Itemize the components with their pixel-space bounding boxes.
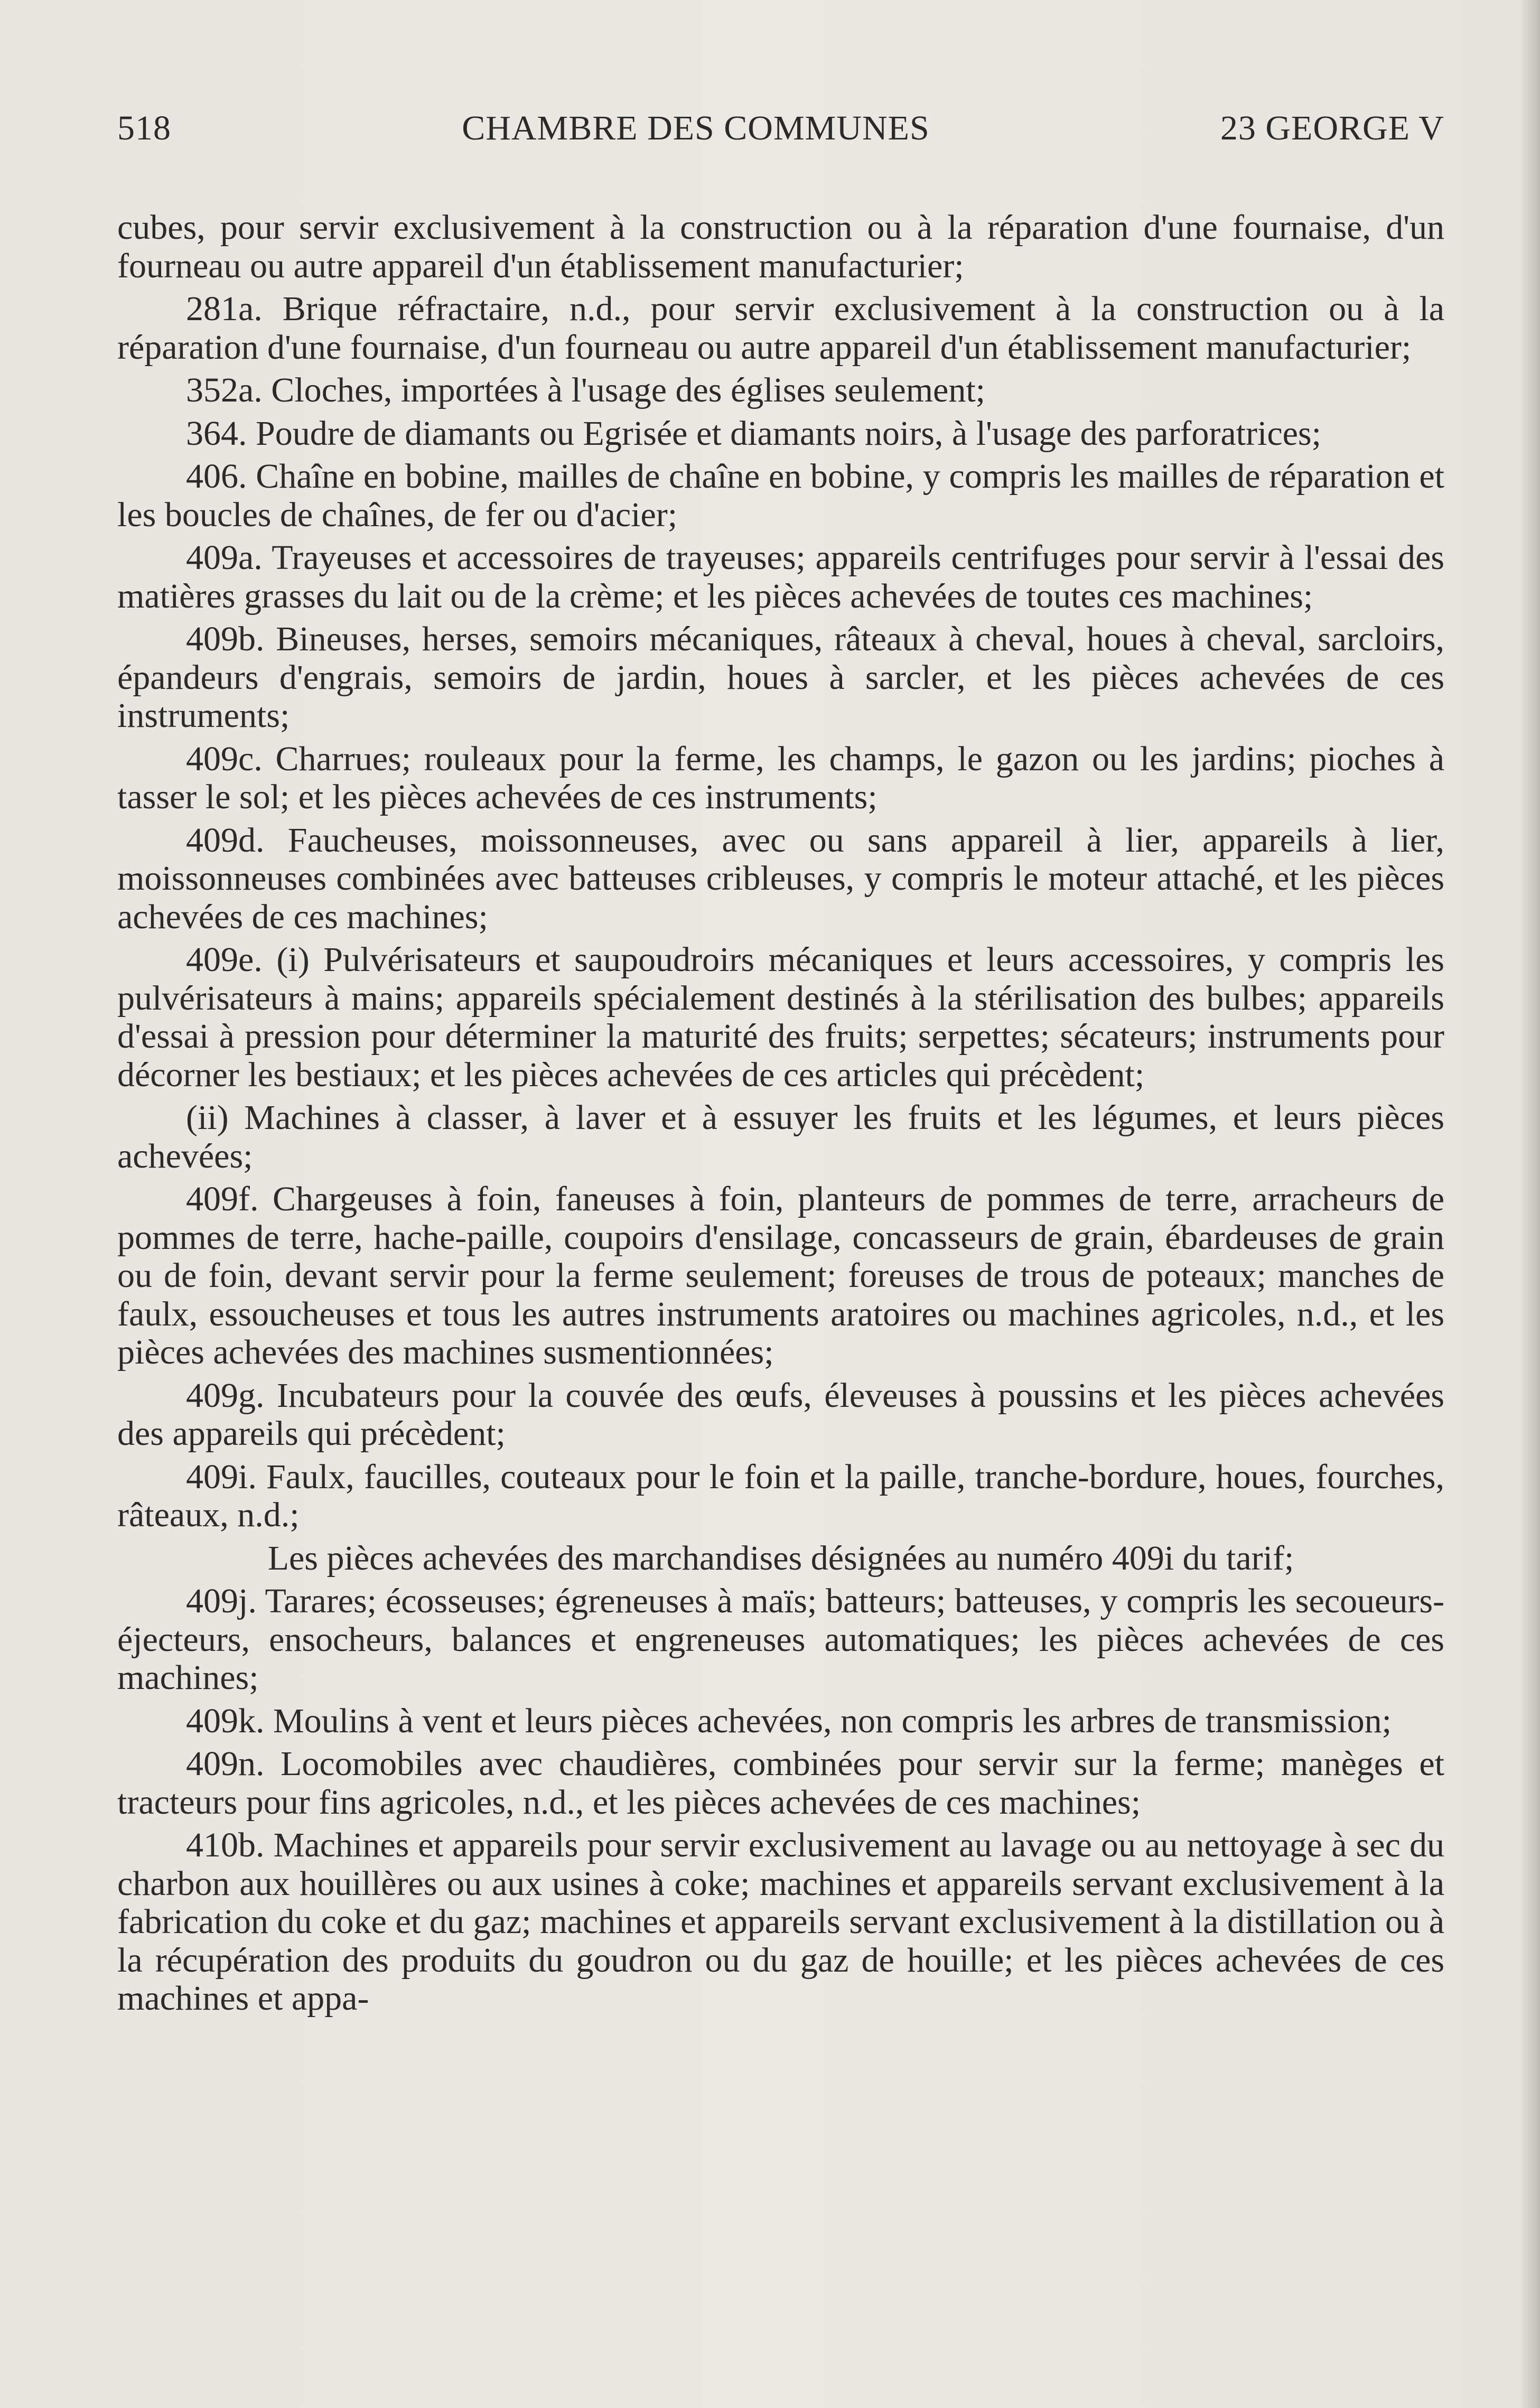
document-body [117,209,1444,2023]
paragraph: 409g. Incubateurs pour la couvée des œufs, éleveuses à poussins et les pièces achevées des appareils qui précèdent; [117,1376,1444,1453]
paragraph: 410b. Machines et appareils pour servir exclusivement au lavage ou au nettoyage à sec du charbon aux houillères ou aux usines à coke; machines et appareils servant exclusivement à la fabrication du coke et du gaz; machines et appareils servant exclusivement à la distillation ou à la récupération des produits du goudron ou du gaz de houille; et les pièces achevées de ces machines et appa- [117,1826,1444,2018]
paragraph: 409k. Moulins à vent et leurs pièces achevées, non compris les arbres de transmission; [186,1701,1392,1740]
paragraph: cubes, pour servir exclusivement à la construction ou à la réparation d'une fournaise, d'un fourneau ou autre appareil d'un établissement manufacturier; [117,208,1444,285]
paragraph: 364. Poudre de diamants ou Egrisée et diamants noirs, à l'usage des parforatrices; [186,414,1321,453]
page-edge-shadow [1519,0,1540,2408]
centered-line: Les pièces achevées des marchandises désignées au numéro 409i du tarif; [267,1538,1294,1578]
header-title: CHAMBRE DES COMMUNES [462,109,930,147]
paragraph: 409n. Locomobiles avec chaudières, combinées pour servir sur la ferme; manèges et tracteurs pour fins agricoles, n.d., et les pièces achevées de ces machines; [117,1744,1444,1822]
paragraph: 409c. Charrues; rouleaux pour la ferme, les champs, le gazon ou les jardins; pioches à tasser le sol; et les pièces achevées de ces instruments; [117,739,1444,816]
paragraph: 409a. Trayeuses et accessoires de trayeuses; appareils centrifuges pour servir à l'essai des matières grasses du lait ou de la crème; et les pièces achevées de toutes ces machines; [117,538,1444,615]
paragraph: 409f. Chargeuses à foin, faneuses à foin, planteurs de pommes de terre, arracheurs de pommes de terre, hache-paille, coupoirs d'ensilage, concasseurs de grain, ébardeuses de grain ou de foin, devant servir pour la ferme seulement; foreuses de trous de poteaux; manches de faulx, essoucheuses et tous les autres instruments aratoires ou machines agricoles, n.d., et les pièces achevées des machines susmentionnées; [117,1180,1444,1371]
paragraph: 281a. Brique réfractaire, n.d., pour servir exclusivement à la construction ou à la réparation d'une fournaise, d'un fourneau ou autre appareil d'un établissement manufacturier; [117,290,1444,367]
paragraph: 409e. (i) Pulvérisateurs et saupoudroirs mécaniques et leurs accessoires, y compris les pulvérisateurs à mains; appareils spécialement destinés à la stérilisation des bulbes; appareils d'essai à pression pour déterminer la maturité des fruits; serpettes; sécateurs; instruments pour décorner les bestiaux; et les pièces achevées de ces articles qui précèdent; [117,940,1444,1094]
paragraph: 406. Chaîne en bobine, mailles de chaîne en bobine, y compris les mailles de réparation et les boucles de chaînes, de fer ou d'acier; [117,457,1444,534]
running-header [117,108,1444,148]
paragraph: 409d. Faucheuses, moissonneuses, avec ou sans appareil à lier, appareils à lier, moissonneuses combinées avec batteuses cribleuses, y compris le moteur attaché, et les pièces achevées de ces machines; [117,820,1444,936]
paragraph: 409b. Bineuses, herses, semoirs mécaniques, râteaux à cheval, houes à cheval, sarcloirs, épandeurs d'engrais, semoirs de jardin, houes à sarcler, et les pièces achevées de ces instruments; [117,620,1444,735]
header-regnal-year: 23 GEORGE V [1220,109,1444,147]
page-number: 518 [117,109,171,147]
paragraph: 409j. Tarares; écosseuses; égreneuses à maïs; batteurs; batteuses, y compris les secoueurs-éjecteurs, ensocheurs, balances et engreneuses automatiques; les pièces achevées de ces machines; [117,1582,1444,1697]
paragraph: 409i. Faulx, faucilles, couteaux pour le foin et la paille, tranche-bordure, houes, fourches, râteaux, n.d.; [117,1457,1444,1534]
paragraph: 352a. Cloches, importées à l'usage des églises seulement; [186,371,986,409]
paragraph: (ii) Machines à classer, à laver et à essuyer les fruits et les légumes, et leurs pièces achevées; [117,1098,1444,1175]
